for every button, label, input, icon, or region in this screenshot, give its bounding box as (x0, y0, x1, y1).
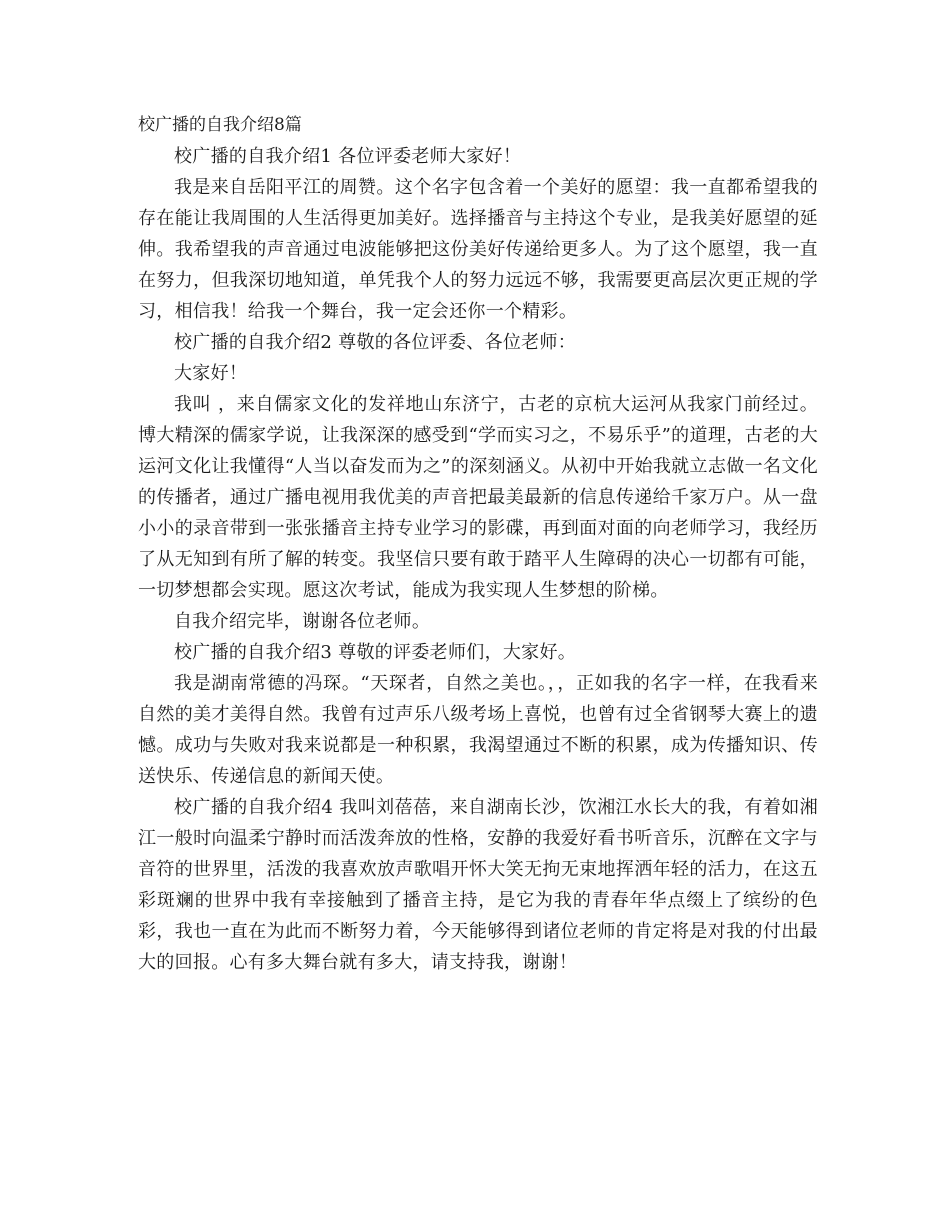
paragraph-intro-2-body: 我叫 ，来自儒家文化的发祥地山东济宁，古老的京杭大运河从我家门前经过。博大精深的儒家学说，让我深深的感受到“学而实习之，不易乐乎”的道理，古老的大运河文化让我懂得“人当以奋发而为之”的深刻涵义。从初中开始我就立志做一名文化的传播者，通过广播电视用我优美的声音把最美最新的信息传递给千家万户。从一盘小小的录音带到一张张播音主持专业学习的影碟，再到面对面的向老师学习，我经历了从无知到有所了解的转变。我坚信只要有敢于踏平人生障碍的决心一切都有可能，一切梦想都会实现。愿这次考试，能成为我实现人生梦想的阶梯。 (138, 394, 818, 601)
paragraph-intro-3-body: 我是湖南常德的冯琛。“天琛者，自然之美也。，，正如我的名字一样，在我看来自然的美才美得自然。我曾有过声乐八级考场上喜悦，也曾有过全省钢琴大赛上的遗憾。成功与失败对我来说都是一种积累，我渴望通过不断的积累，成为传播知识、传送快乐、传递信息的新闻天使。 (138, 673, 818, 787)
paragraph-intro-2-heading: 校广播的自我介绍2 尊敬的各位评委、各位老师： (174, 332, 577, 353)
paragraph-intro-2-greeting: 大家好！ (174, 363, 248, 384)
document-title: 校广播的自我介绍8篇 (138, 115, 302, 135)
paragraph-intro-1-body: 我是来自岳阳平江的周赞。这个名字包含着一个美好的愿望：我一直都希望我的存在能让我周围的人生活得更加美好。选择播音与主持这个专业，是我美好愿望的延伸。我希望我的声音通过电波能够把这份美好传递给更多人。为了这个愿望，我一直在努力，但我深切地知道，单凭我个人的努力远远不够，我需要更高层次更正规的学习，相信我！给我一个舞台，我一定会还你一个精彩。 (138, 177, 818, 322)
paragraph-intro-3-heading: 校广播的自我介绍3 尊敬的评委老师们，大家好。 (174, 642, 577, 663)
paragraph-intro-2-closing: 自我介绍完毕，谢谢各位老师。 (174, 611, 431, 632)
paragraph-intro-1-heading: 校广播的自我介绍1 各位评委老师大家好！ (174, 146, 522, 167)
document-body (138, 110, 818, 978)
paragraph-intro-4-body: 校广播的自我介绍4 我叫刘蓓蓓，来自湖南长沙，饮湘江水长大的我，有着如湘江一般时向温柔宁静时而活泼奔放的性格，安静的我爱好看书听音乐，沉醉在文字与音符的世界里，活泼的我喜欢放声歌唱开怀大笑无拘无束地挥洒年轻的活力，在这五彩斑斓的世界中我有幸接触到了播音主持，是它为我的青春年华点缀上了缤纷的色彩，我也一直在为此而不断努力着，今天能够得到诸位老师的肯定将是对我的付出最大的回报。心有多大舞台就有多大，请支持我，谢谢！ (138, 797, 818, 973)
